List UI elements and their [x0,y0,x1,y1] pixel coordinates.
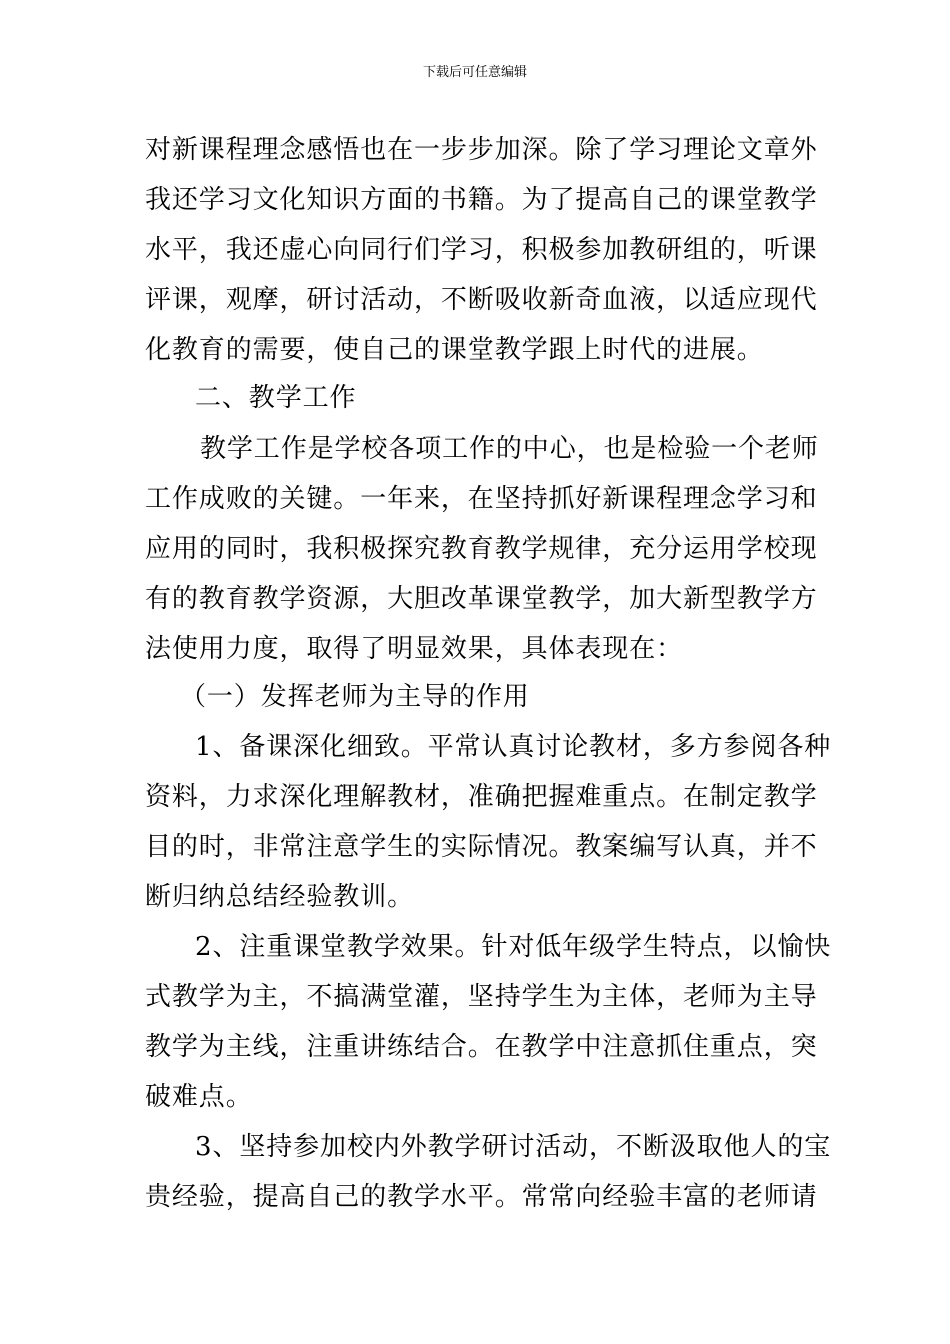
text-line: 目的时，非常注意学生的实际情况。教案编写认真，并不 [145,832,818,862]
text-line: 式教学为主，不搞满堂灌，坚持学生为主体，老师为主导 [145,982,818,1012]
subsection-heading: （一）发挥老师为主导的作用 [180,682,530,712]
text-line: 水平，我还虚心向同行们学习，积极参加教研组的，听课 [145,235,818,265]
section-heading: 二、教学工作 [195,383,357,413]
text-line: 断归纳总结经验教训。 [145,882,415,912]
page-header: 下载后可任意编辑 [422,65,527,80]
text-line: 教学为主线，注重讲练结合。在教学中注意抓住重点，突 [145,1032,818,1062]
text-line: 评课，观摩，研讨活动，不断吸收新奇血液，以适应现代 [145,285,818,315]
text-line: 破难点。 [145,1082,253,1112]
text-line: 我还学习文化知识方面的书籍。为了提高自己的课堂教学 [145,185,818,215]
paragraph-first-line: 2、注重课堂教学效果。针对低年级学生特点，以愉快 [195,932,832,962]
text-line: 化教育的需要，使自己的课堂教学跟上时代的进展。 [145,335,764,365]
paragraph-first-line: 1、备课深化细致。平常认真讨论教材，多方参阅各种 [195,732,832,762]
text-line: 贵经验，提高自己的教学水平。常常向经验丰富的老师请 [145,1182,818,1212]
text-line: 应用的同时，我积极探究教育教学规律，充分运用学校现 [145,534,818,564]
paragraph-first-line: 3、坚持参加校内外教学研讨活动，不断汲取他人的宝 [195,1132,832,1162]
paragraph-first-line: 教学工作是学校各项工作的中心，也是检验一个老师 [200,434,819,464]
text-line: 对新课程理念感悟也在一步步加深。除了学习理论文章外 [145,135,818,165]
text-line: 资料，力求深化理解教材，准确把握难重点。在制定教学 [145,782,818,812]
text-line: 有的教育教学资源，大胆改革课堂教学，加大新型教学方 [145,584,818,614]
text-line: 法使用力度，取得了明显效果，具体表现在： [145,634,684,664]
text-line: 工作成败的关键。一年来，在坚持抓好新课程理念学习和 [145,484,818,514]
